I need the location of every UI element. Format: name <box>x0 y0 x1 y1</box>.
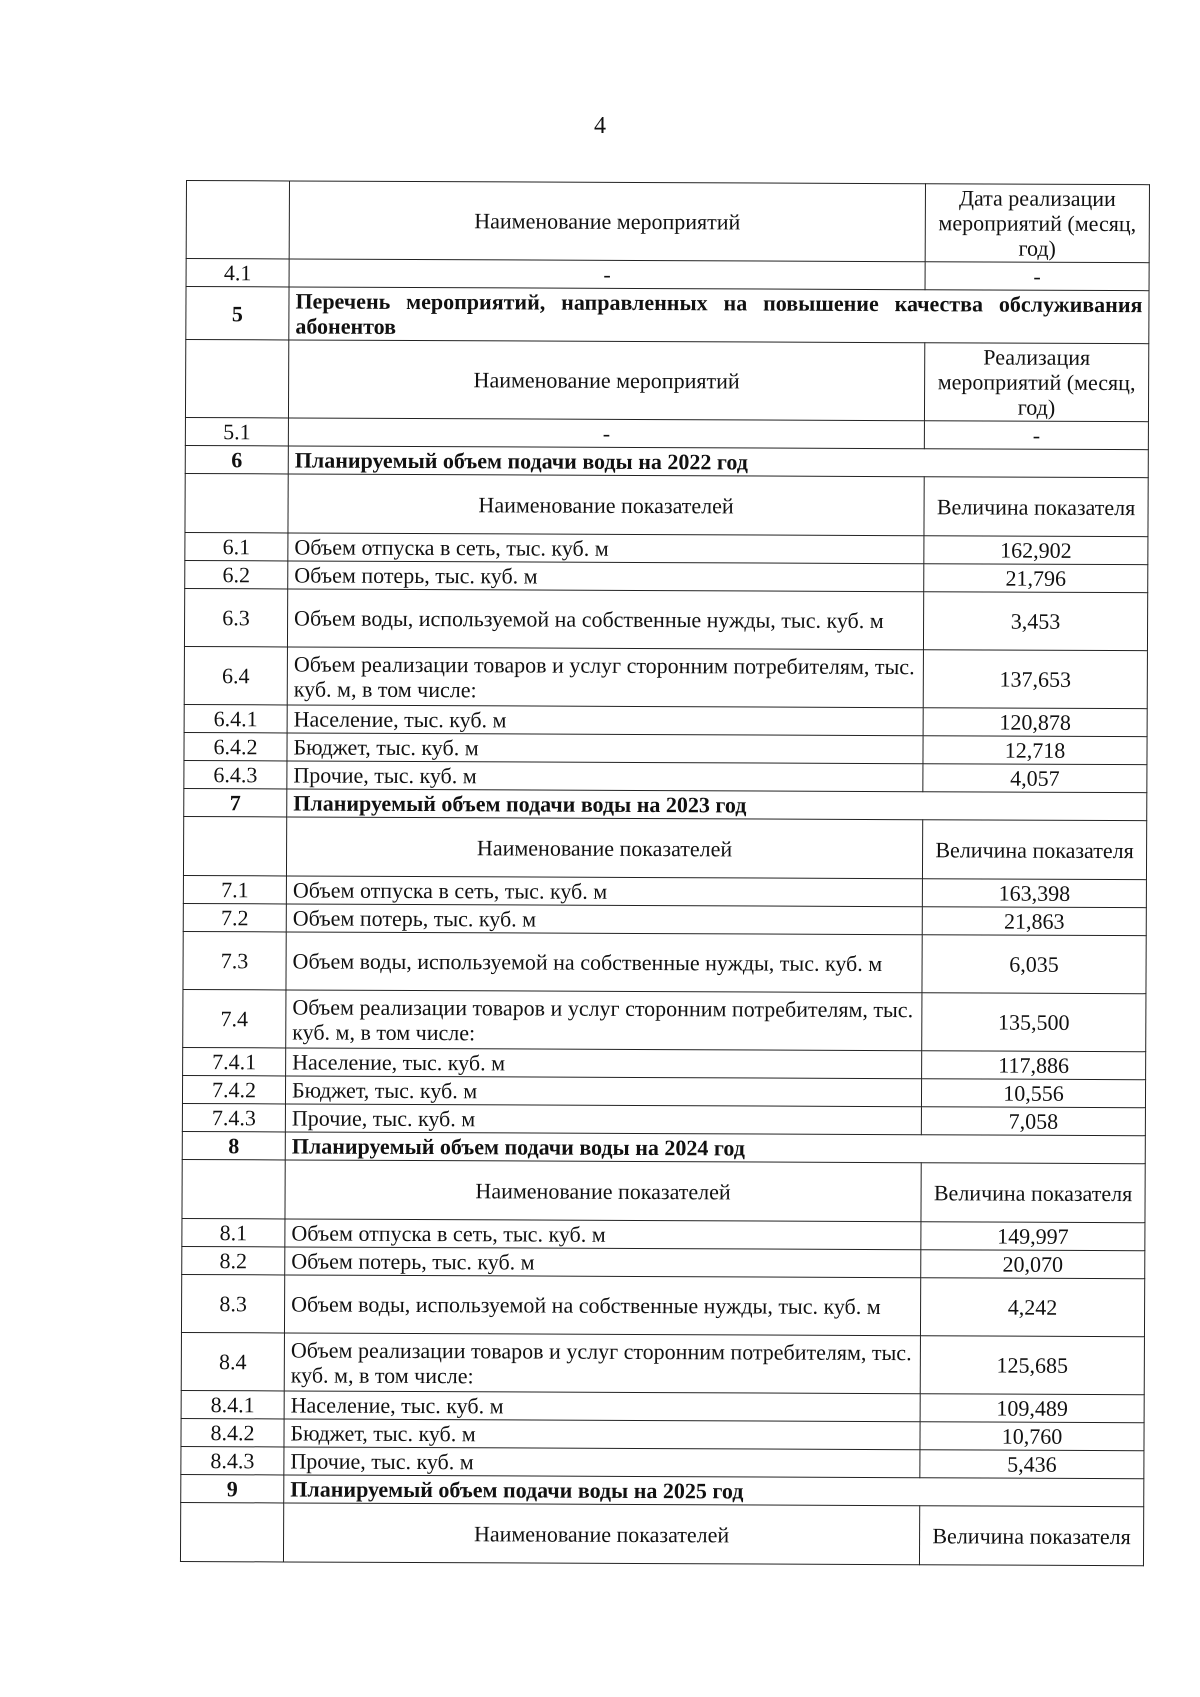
table-body <box>180 181 1149 1566</box>
row-number: 7.3 <box>183 931 286 989</box>
section-title: Перечень мероприятий, направленных на повышение качества обслуживания абонентов <box>289 287 1149 344</box>
row-value: 21,863 <box>922 907 1146 936</box>
row-number: 6.4.1 <box>184 704 287 732</box>
row-name: - <box>288 418 924 449</box>
row-number: 6.2 <box>185 560 288 588</box>
row-value: 20,070 <box>921 1250 1145 1279</box>
date-column-header: Дата реализации мероприятий (месяц, год) <box>925 184 1149 263</box>
row-value: 120,878 <box>923 708 1147 737</box>
num-header-cell <box>180 1502 283 1561</box>
row-name: Прочие, тыс. куб. м <box>284 1447 920 1478</box>
row-number: 8.4.2 <box>181 1418 284 1446</box>
row-number: 5.1 <box>185 417 288 445</box>
row-number: 4.1 <box>186 259 289 287</box>
row-name: Объем потерь, тыс. куб. м <box>288 561 924 592</box>
section-header-row <box>183 816 1146 879</box>
measures-table <box>180 180 1150 1566</box>
table-row <box>182 1246 1145 1278</box>
row-name: - <box>289 259 925 290</box>
row-name: Прочие, тыс. куб. м <box>287 761 923 792</box>
row-value: 163,398 <box>922 879 1146 908</box>
row-name: Объем воды, используемой на собственные нужды, тыс. куб. м <box>284 1275 920 1336</box>
table-row <box>181 1332 1144 1394</box>
row-name: Население, тыс. куб. м <box>287 705 923 736</box>
table-row <box>184 732 1147 764</box>
name-column-header: Наименование показателей <box>288 474 924 536</box>
row-number: 8.3 <box>181 1274 284 1332</box>
name-column-header: Наименование показателей <box>286 817 922 879</box>
section-header-row <box>180 1502 1143 1565</box>
name-column-header: Наименование мероприятий <box>288 340 924 421</box>
value-column-header: Реализация мероприятий (месяц, год) <box>924 343 1148 422</box>
row-name: Объем воды, используемой на собственные нужды, тыс. куб. м <box>287 589 923 650</box>
row-value: 7,058 <box>921 1107 1145 1136</box>
value-column-header: Величина показателя <box>922 820 1146 880</box>
row-value: 4,242 <box>920 1278 1144 1337</box>
row-number: 7.4.2 <box>182 1075 285 1103</box>
table-row <box>183 875 1146 907</box>
row-name: Бюджет, тыс. куб. м <box>287 733 923 764</box>
section-number: 9 <box>181 1474 284 1502</box>
table-header-row <box>186 181 1149 263</box>
table-row <box>181 1390 1144 1422</box>
row-value: 149,997 <box>921 1222 1145 1251</box>
row-name: Объем отпуска в сеть, тыс. куб. м <box>285 1219 921 1250</box>
row-name: Прочие, тыс. куб. м <box>285 1104 921 1135</box>
row-value: 5,436 <box>920 1450 1144 1479</box>
name-column-header: Наименование мероприятий <box>289 181 925 262</box>
section-title-row <box>181 1474 1144 1506</box>
name-column-header: Наименование показателей <box>283 1503 919 1565</box>
row-number: 7.4.3 <box>182 1103 285 1131</box>
section-header-row <box>182 1159 1145 1222</box>
row-value: 109,489 <box>920 1394 1144 1423</box>
row-number: 7.4 <box>183 989 286 1047</box>
row-value: - <box>924 421 1148 450</box>
row-name: Объем реализации товаров и услуг сторонним потребителям, тыс. куб. м, в том числе: <box>287 647 923 708</box>
row-name: Объем воды, используемой на собственные нужды, тыс. куб. м <box>286 932 922 993</box>
section-title-row <box>185 445 1148 477</box>
row-value: 6,035 <box>922 935 1146 994</box>
table-row <box>183 1047 1146 1079</box>
row-value: 125,685 <box>920 1336 1144 1395</box>
table-row <box>183 903 1146 935</box>
table-row <box>181 1418 1144 1450</box>
table-row <box>184 588 1147 650</box>
row-number: 6.1 <box>185 532 288 560</box>
page-number: 4 <box>594 113 606 139</box>
row-value: - <box>925 262 1149 291</box>
table-row <box>183 989 1146 1051</box>
row-number: 6.4.3 <box>184 760 287 788</box>
table-row <box>182 1103 1145 1135</box>
row-number: 8.2 <box>182 1246 285 1274</box>
row-name: Объем реализации товаров и услуг сторонним потребителям, тыс. куб. м, в том числе: <box>286 990 922 1051</box>
table-row <box>182 1218 1145 1250</box>
document-sheet <box>180 180 1149 1566</box>
table-row <box>185 417 1148 449</box>
table-row <box>184 704 1147 736</box>
value-column-header: Величина показателя <box>919 1506 1143 1566</box>
table-row <box>184 646 1147 708</box>
section-title: Планируемый объем подачи воды на 2023 год <box>287 789 1147 821</box>
row-name: Объем потерь, тыс. куб. м <box>286 904 922 935</box>
row-name: Объем реализации товаров и услуг сторонним потребителям, тыс. куб. м, в том числе: <box>284 1333 920 1394</box>
section-title-row <box>184 788 1147 820</box>
row-name: Бюджет, тыс. куб. м <box>284 1419 920 1450</box>
num-header-cell <box>183 816 286 875</box>
row-number: 6.4.2 <box>184 732 287 760</box>
section-title: Планируемый объем подачи воды на 2025 год <box>284 1475 1144 1507</box>
row-value: 21,796 <box>924 564 1148 593</box>
section-header-row <box>185 473 1148 536</box>
table-row <box>183 931 1146 993</box>
row-name: Население, тыс. куб. м <box>284 1391 920 1422</box>
num-header-cell <box>185 340 288 418</box>
row-number: 7.4.1 <box>183 1047 286 1075</box>
row-number: 8.4.3 <box>181 1446 284 1474</box>
row-value: 4,057 <box>923 764 1147 793</box>
row-name: Объем отпуска в сеть, тыс. куб. м <box>286 876 922 907</box>
row-name: Бюджет, тыс. куб. м <box>285 1076 921 1107</box>
value-column-header: Величина показателя <box>924 477 1148 537</box>
row-value: 3,453 <box>923 592 1147 651</box>
table-row <box>184 760 1147 792</box>
num-header-cell <box>185 473 288 532</box>
row-value: 137,653 <box>923 650 1147 709</box>
table-row <box>185 560 1148 592</box>
row-value: 12,718 <box>923 736 1147 765</box>
section-title-row <box>182 1131 1145 1163</box>
table-row <box>181 1274 1144 1336</box>
section-number: 5 <box>186 287 289 340</box>
section-number: 7 <box>184 788 287 816</box>
num-header-cell <box>186 181 289 259</box>
row-value: 117,886 <box>922 1051 1146 1080</box>
row-name: Население, тыс. куб. м <box>286 1048 922 1079</box>
row-number: 8.4 <box>181 1332 284 1390</box>
row-value: 10,556 <box>921 1079 1145 1108</box>
row-number: 7.1 <box>183 875 286 903</box>
row-value: 135,500 <box>922 993 1146 1052</box>
section-header-row <box>185 340 1148 422</box>
table-row <box>186 259 1149 291</box>
table-row <box>182 1075 1145 1107</box>
row-number: 6.3 <box>184 588 287 646</box>
row-value: 10,760 <box>920 1422 1144 1451</box>
value-column-header: Величина показателя <box>921 1163 1145 1223</box>
row-number: 8.1 <box>182 1218 285 1246</box>
section-number: 8 <box>182 1131 285 1159</box>
row-name: Объем потерь, тыс. куб. м <box>285 1247 921 1278</box>
row-number: 8.4.1 <box>181 1390 284 1418</box>
row-name: Объем отпуска в сеть, тыс. куб. м <box>288 533 924 564</box>
section-title: Планируемый объем подачи воды на 2024 год <box>285 1132 1145 1164</box>
name-column-header: Наименование показателей <box>285 1160 921 1222</box>
table-row <box>185 532 1148 564</box>
section-title: Планируемый объем подачи воды на 2022 год <box>288 446 1148 478</box>
row-number: 6.4 <box>184 646 287 704</box>
num-header-cell <box>182 1159 285 1218</box>
row-number: 7.2 <box>183 903 286 931</box>
row-value: 162,902 <box>924 536 1148 565</box>
section-number: 6 <box>185 445 288 473</box>
table-row <box>181 1446 1144 1478</box>
section-title-row <box>186 287 1149 344</box>
